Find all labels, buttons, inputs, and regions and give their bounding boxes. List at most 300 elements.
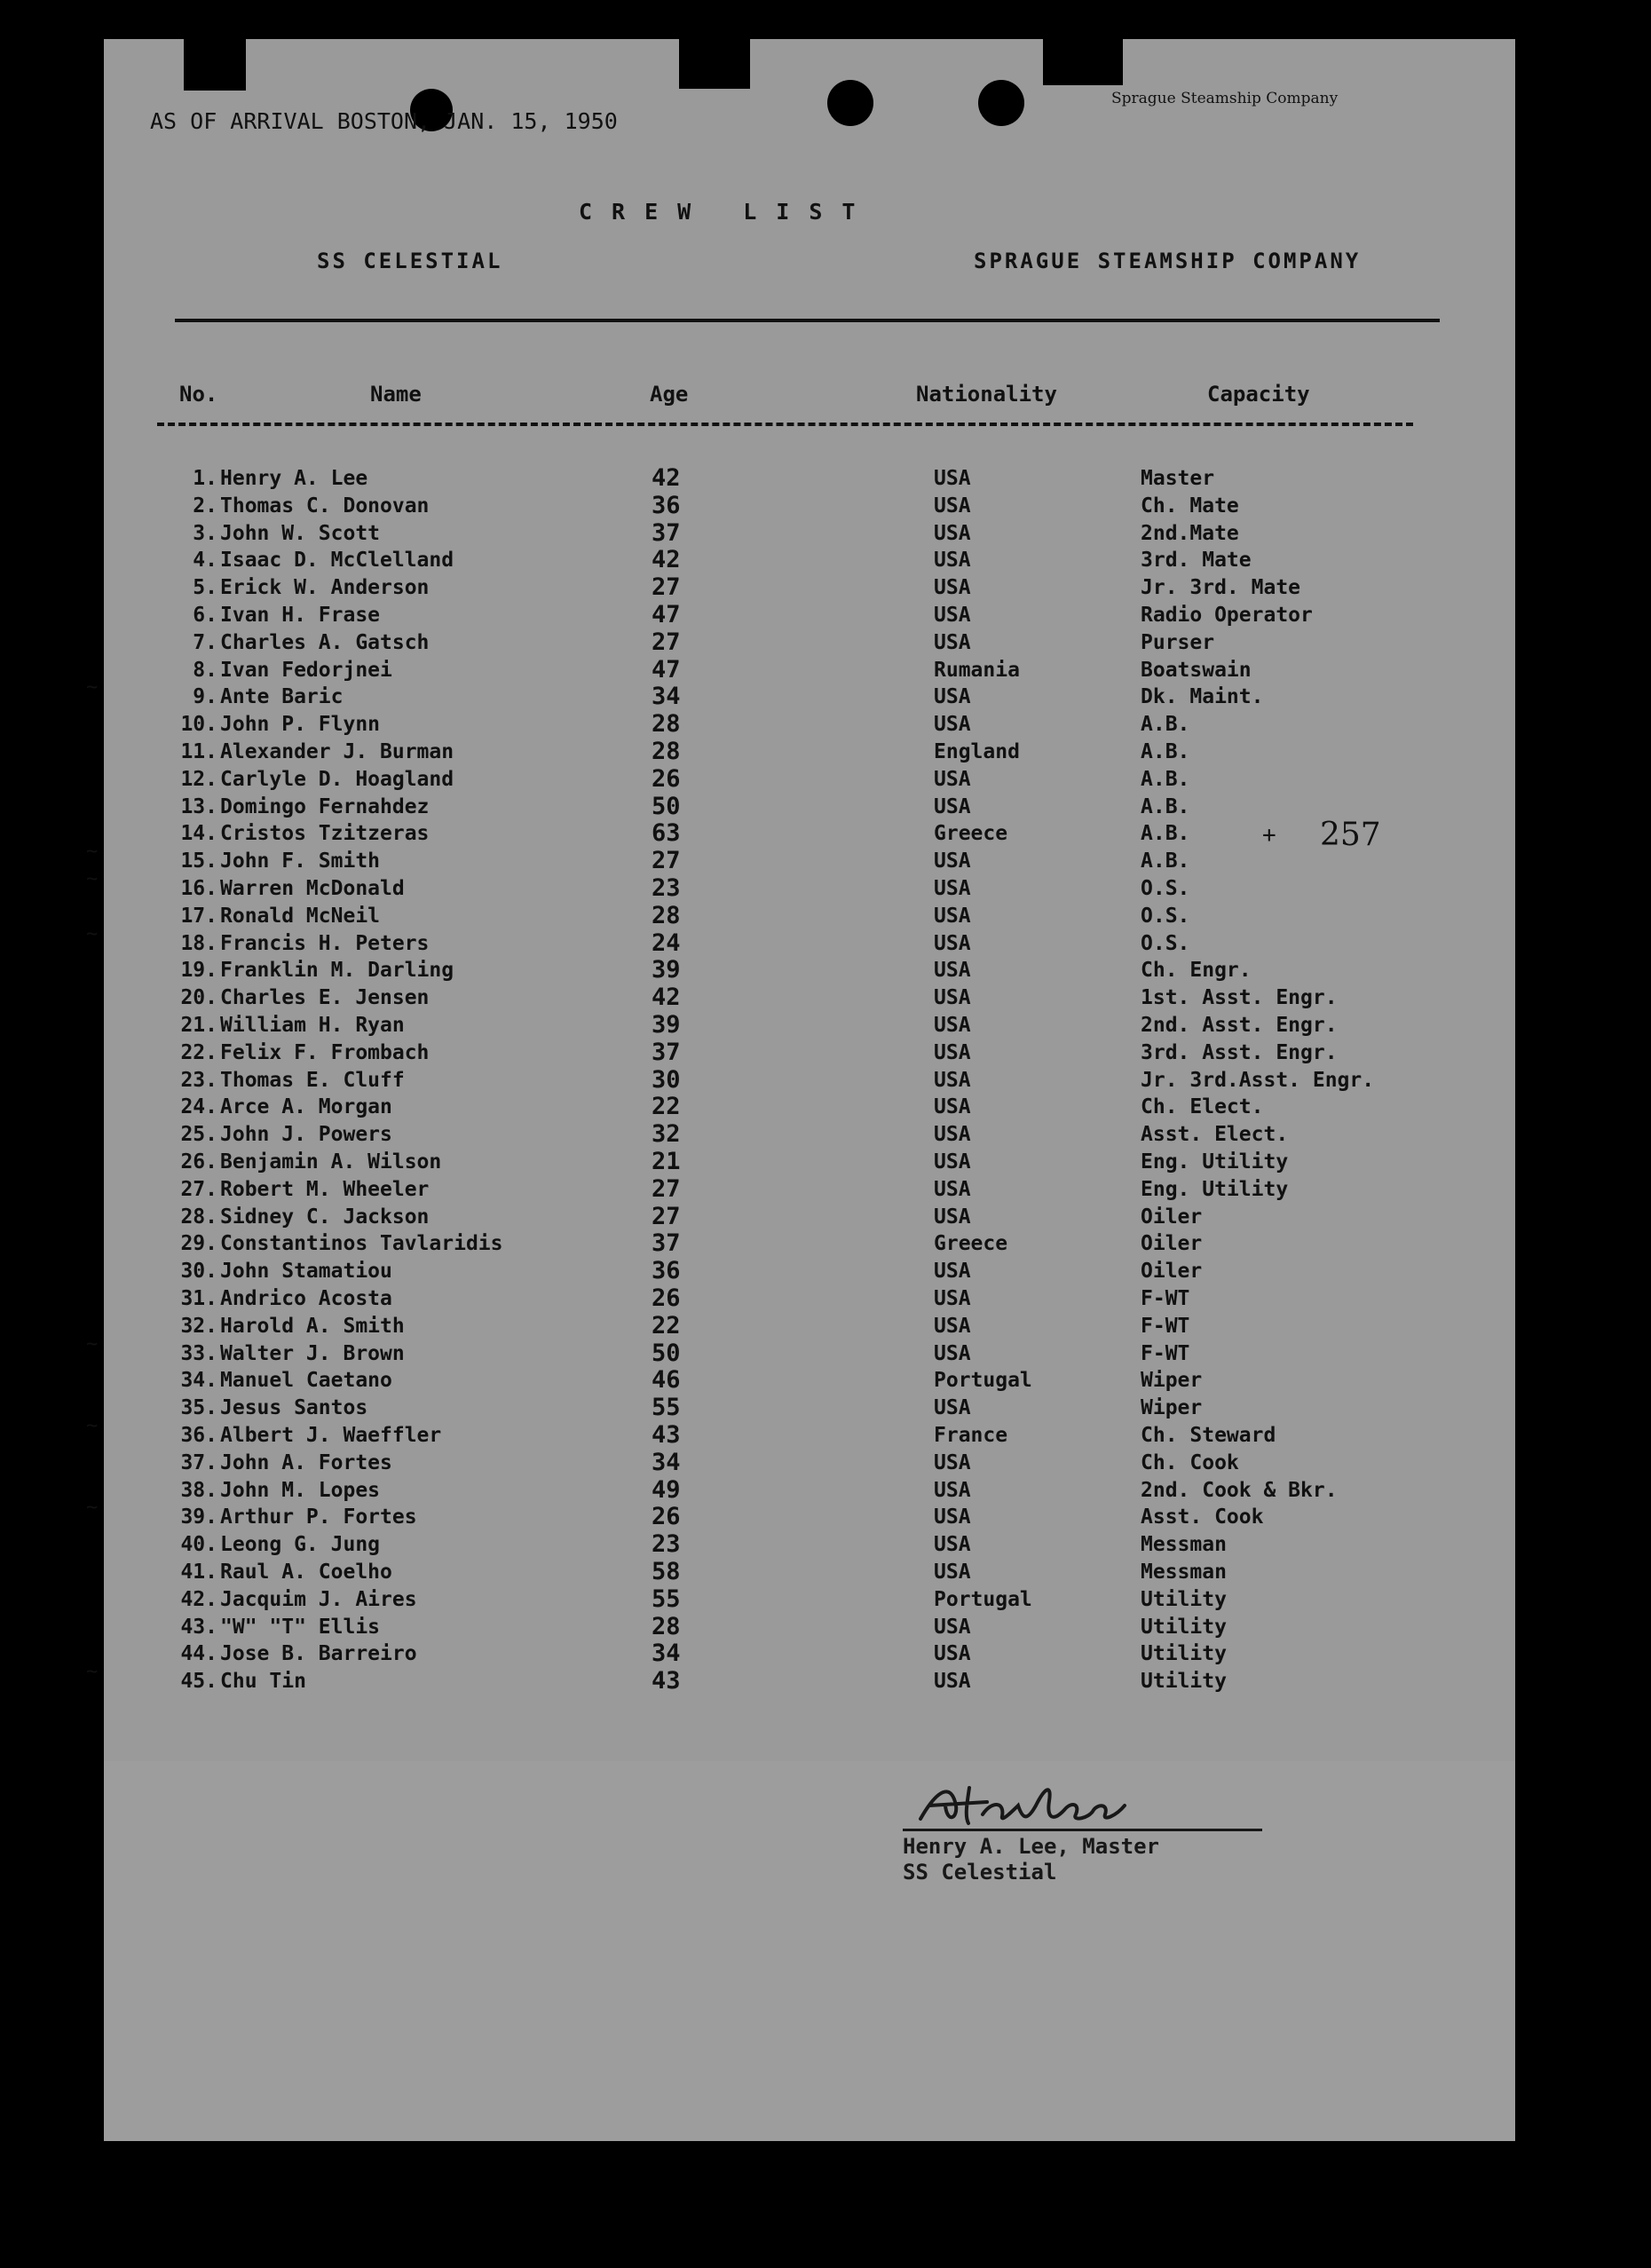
crew-age: 50	[652, 792, 681, 820]
crew-age: 55	[652, 1394, 681, 1422]
crew-nationality: USA	[934, 604, 971, 627]
crew-nationality: USA	[934, 494, 971, 518]
crew-name: Leong G. Jung	[220, 1533, 381, 1557]
crew-name: Charles A. Gatsch	[220, 630, 430, 654]
crew-nationality: USA	[934, 877, 971, 900]
crew-nationality: USA	[934, 549, 971, 573]
crew-name: Andrico Acosta	[220, 1287, 392, 1310]
crew-number: 16.	[180, 877, 217, 900]
crew-number: 8.	[193, 658, 217, 682]
crew-row	[104, 1149, 1515, 1175]
crew-number: 12.	[180, 767, 217, 791]
crew-capacity: 3rd. Asst. Engr.	[1141, 1040, 1338, 1064]
plus-mark: +	[1262, 822, 1276, 849]
crew-name: John A. Fortes	[220, 1450, 392, 1474]
crew-number: 26.	[180, 1150, 217, 1174]
crew-row	[104, 711, 1515, 738]
crew-age: 22	[652, 1093, 681, 1121]
crew-row	[86, 841, 1515, 875]
crew-row	[104, 574, 1515, 601]
crew-row	[104, 1176, 1515, 1203]
crew-nationality: Portugal	[934, 1587, 1032, 1611]
crew-capacity: Master	[1141, 467, 1215, 490]
crew-capacity: 2nd.Mate	[1141, 521, 1239, 545]
crew-nationality: USA	[934, 1670, 971, 1694]
crew-nationality: USA	[934, 986, 971, 1010]
crew-nationality: Greece	[934, 822, 1008, 846]
document-title: CREW LIST	[579, 199, 875, 225]
crew-capacity: Utility	[1141, 1670, 1227, 1694]
crew-age: 27	[652, 573, 681, 602]
crew-number: 24.	[180, 1095, 217, 1119]
crew-capacity: A.B.	[1141, 850, 1190, 873]
check-tick-mark: ~	[86, 922, 99, 945]
crew-number: 15.	[180, 850, 217, 873]
crew-nationality: USA	[934, 1040, 971, 1064]
crew-capacity: Radio Operator	[1141, 604, 1313, 627]
crew-name: Erick W. Anderson	[220, 576, 430, 600]
crew-capacity: Wiper	[1141, 1369, 1203, 1393]
crew-number: 7.	[193, 630, 217, 654]
crew-nationality: USA	[934, 794, 971, 818]
crew-name: Jesus Santos	[220, 1396, 368, 1420]
crew-nationality: USA	[934, 1396, 971, 1420]
crew-number: 39.	[180, 1505, 217, 1529]
crew-row	[104, 1230, 1515, 1257]
crew-capacity: O.S.	[1141, 931, 1190, 955]
crew-row	[104, 1012, 1515, 1039]
crew-capacity: Asst. Elect.	[1141, 1123, 1289, 1147]
punch-hole-left	[184, 39, 246, 91]
crew-row	[104, 1121, 1515, 1148]
crew-age: 47	[652, 655, 681, 684]
crew-nationality: Rumania	[934, 658, 1020, 682]
crew-capacity: O.S.	[1141, 904, 1190, 928]
crew-nationality: USA	[934, 1642, 971, 1666]
crew-name: Thomas E. Cluff	[220, 1068, 405, 1092]
crew-nationality: USA	[934, 1533, 971, 1557]
crew-row	[104, 1313, 1515, 1339]
crew-row	[86, 1497, 1515, 1531]
crew-nationality: USA	[934, 1561, 971, 1584]
crew-age: 37	[652, 518, 681, 547]
crew-row	[104, 1367, 1515, 1394]
column-header-capacity: Capacity	[1207, 382, 1310, 407]
crew-capacity: Jr. 3rd.Asst. Engr.	[1141, 1068, 1375, 1092]
crew-age: 23	[652, 874, 681, 902]
crew-capacity: Ch. Cook	[1141, 1450, 1239, 1474]
check-tick-mark: ~	[86, 841, 99, 864]
crew-age: 42	[652, 984, 681, 1012]
crew-number: 23.	[180, 1068, 217, 1092]
crew-number: 11.	[180, 740, 217, 763]
arrival-heading: AS OF ARRIVAL BOSTON, JAN. 15, 1950	[150, 108, 618, 134]
crew-age: 26	[652, 1503, 681, 1531]
crew-row	[104, 1477, 1515, 1504]
crew-name: Franklin M. Darling	[220, 959, 454, 983]
column-header-name: Name	[370, 382, 422, 407]
crew-capacity: F-WT	[1141, 1314, 1190, 1338]
crew-row	[104, 657, 1515, 684]
crew-name: Albert J. Waeffler	[220, 1424, 442, 1447]
crew-nationality: USA	[934, 576, 971, 600]
crew-name: Warren McDonald	[220, 877, 405, 900]
crew-capacity: 3rd. Mate	[1141, 549, 1252, 573]
crew-age: 63	[652, 819, 681, 848]
crew-age: 26	[652, 764, 681, 793]
company-stamp: Sprague Steamship Company	[1111, 90, 1339, 107]
crew-number: 17.	[180, 904, 217, 928]
crew-name: Chu Tin	[220, 1670, 306, 1694]
crew-age: 36	[652, 491, 681, 519]
crew-name: Domingo Fernahdez	[220, 794, 430, 818]
crew-name: William H. Ryan	[220, 1014, 405, 1037]
crew-row	[86, 1661, 1515, 1695]
crew-nationality: England	[934, 740, 1020, 763]
crew-nationality: Portugal	[934, 1369, 1032, 1393]
crew-row	[104, 794, 1515, 820]
crew-number: 34.	[180, 1369, 217, 1393]
crew-number: 9.	[193, 685, 217, 709]
crew-row	[104, 1258, 1515, 1284]
crew-capacity: Utility	[1141, 1587, 1227, 1611]
crew-number: 14.	[180, 822, 217, 846]
crew-number: 1.	[193, 467, 217, 490]
crew-number: 4.	[193, 549, 217, 573]
check-tick-mark: ~	[86, 1415, 99, 1437]
crew-number: 6.	[193, 604, 217, 627]
crew-capacity: 1st. Asst. Engr.	[1141, 986, 1338, 1010]
crew-row	[104, 1586, 1515, 1613]
crew-name: Jacquim J. Aires	[220, 1587, 417, 1611]
crew-number: 25.	[180, 1123, 217, 1147]
crew-row	[104, 1531, 1515, 1558]
crew-capacity: 2nd. Asst. Engr.	[1141, 1014, 1338, 1037]
header-rule	[175, 319, 1440, 322]
crew-age: 28	[652, 1612, 681, 1640]
crew-capacity: Utility	[1141, 1642, 1227, 1666]
crew-name: John W. Scott	[220, 521, 381, 545]
crew-row	[104, 1395, 1515, 1421]
punch-hole-center	[679, 39, 750, 89]
crew-number: 5.	[193, 576, 217, 600]
crew-name: John J. Powers	[220, 1123, 392, 1147]
crew-row	[104, 1067, 1515, 1094]
crew-age: 37	[652, 1038, 681, 1066]
crew-row	[104, 1640, 1515, 1667]
crew-age: 43	[652, 1667, 681, 1695]
crew-nationality: USA	[934, 1505, 971, 1529]
crew-name: Harold A. Smith	[220, 1314, 405, 1338]
crew-age: 47	[652, 601, 681, 628]
crew-number: 37.	[180, 1450, 217, 1474]
crew-row	[104, 1450, 1515, 1476]
crew-row	[86, 1332, 1515, 1367]
crew-capacity: Boatswain	[1141, 658, 1252, 682]
crew-number: 38.	[180, 1478, 217, 1502]
crew-row	[104, 465, 1515, 492]
crew-row	[104, 602, 1515, 628]
crew-nationality: USA	[934, 767, 971, 791]
crew-name: Walter J. Brown	[220, 1341, 405, 1365]
crew-row	[104, 547, 1515, 573]
crew-capacity: 2nd. Cook & Bkr.	[1141, 1478, 1338, 1502]
crew-row	[104, 1039, 1515, 1066]
crew-nationality: USA	[934, 1341, 971, 1365]
crew-number: 2.	[193, 494, 217, 518]
crew-age: 30	[652, 1065, 681, 1094]
crew-name: Francis H. Peters	[220, 931, 430, 955]
crew-name: Jose B. Barreiro	[220, 1642, 417, 1666]
crew-name: John Stamatiou	[220, 1260, 392, 1284]
column-header-no: No.	[179, 382, 218, 407]
crew-number: 41.	[180, 1561, 217, 1584]
crew-nationality: USA	[934, 850, 971, 873]
crew-capacity: Eng. Utility	[1141, 1150, 1289, 1174]
crew-number: 13.	[180, 794, 217, 818]
crew-nationality: USA	[934, 1123, 971, 1147]
check-tick-mark: ~	[86, 1497, 99, 1520]
crew-row	[104, 520, 1515, 547]
crew-capacity: Wiper	[1141, 1396, 1203, 1420]
crew-capacity: Ch. Steward	[1141, 1424, 1276, 1447]
crew-capacity: Ch. Engr.	[1141, 959, 1252, 983]
signature-line	[903, 1829, 1262, 1831]
crew-capacity: Utility	[1141, 1615, 1227, 1639]
crew-capacity: Messman	[1141, 1533, 1227, 1557]
crew-name: Charles E. Jensen	[220, 986, 430, 1010]
crew-age: 22	[652, 1311, 681, 1339]
crew-number: 32.	[180, 1314, 217, 1338]
crew-name: Robert M. Wheeler	[220, 1177, 430, 1201]
crew-age: 55	[652, 1584, 681, 1613]
crew-number: 3.	[193, 521, 217, 545]
signatory-name: Henry A. Lee, Master	[903, 1834, 1159, 1859]
crew-name: John P. Flynn	[220, 713, 381, 737]
crew-nationality: USA	[934, 1287, 971, 1310]
crew-age: 42	[652, 546, 681, 574]
crew-row	[104, 493, 1515, 519]
crew-nationality: USA	[934, 630, 971, 654]
crew-name: Felix F. Frombach	[220, 1040, 430, 1064]
crew-row	[104, 903, 1515, 929]
crew-age: 39	[652, 956, 681, 984]
crew-number: 36.	[180, 1424, 217, 1447]
crew-nationality: USA	[934, 685, 971, 709]
crew-nationality: USA	[934, 521, 971, 545]
crew-row	[104, 820, 1515, 847]
crew-row	[86, 676, 1515, 711]
crew-row	[86, 868, 1515, 902]
crew-number: 40.	[180, 1533, 217, 1557]
punch-hole-round-2	[827, 80, 873, 126]
crew-name: John M. Lopes	[220, 1478, 381, 1502]
crew-row	[86, 1415, 1515, 1449]
crew-number: 43.	[180, 1615, 217, 1639]
crew-nationality: USA	[934, 1478, 971, 1502]
page-number: 257	[1320, 817, 1381, 853]
crew-name: Sidney C. Jackson	[220, 1205, 430, 1229]
crew-age: 49	[652, 1475, 681, 1504]
crew-name: Raul A. Coelho	[220, 1561, 392, 1584]
crew-number: 30.	[180, 1260, 217, 1284]
crew-list-document	[86, 39, 1515, 2141]
crew-name: Constantinos Tavlaridis	[220, 1232, 503, 1256]
company-name: SPRAGUE STEAMSHIP COMPANY	[974, 249, 1362, 273]
crew-age: 27	[652, 628, 681, 656]
crew-number: 20.	[180, 986, 217, 1010]
crew-row	[104, 1614, 1515, 1640]
crew-capacity: Asst. Cook	[1141, 1505, 1264, 1529]
crew-age: 26	[652, 1284, 681, 1312]
crew-number: 10.	[180, 713, 217, 737]
crew-nationality: USA	[934, 1615, 971, 1639]
column-header-nationality: Nationality	[916, 382, 1057, 407]
crew-nationality: USA	[934, 1095, 971, 1119]
crew-name: Ronald McNeil	[220, 904, 381, 928]
crew-number: 18.	[180, 931, 217, 955]
punch-hole-round-3	[978, 80, 1024, 126]
check-tick-mark: ~	[86, 676, 99, 699]
check-tick-mark: ~	[86, 1332, 99, 1355]
crew-age: 58	[652, 1558, 681, 1585]
crew-age: 39	[652, 1011, 681, 1039]
crew-age: 50	[652, 1339, 681, 1367]
crew-age: 34	[652, 1640, 681, 1668]
crew-capacity: A.B.	[1141, 713, 1190, 737]
crew-row	[104, 1204, 1515, 1230]
crew-nationality: USA	[934, 1068, 971, 1092]
crew-age: 27	[652, 1174, 681, 1203]
crew-nationality: USA	[934, 931, 971, 955]
crew-age: 27	[652, 1202, 681, 1230]
ship-name: SS CELESTIAL	[317, 249, 503, 273]
crew-name: Thomas C. Donovan	[220, 494, 430, 518]
crew-number: 35.	[180, 1396, 217, 1420]
crew-nationality: France	[934, 1424, 1008, 1447]
crew-number: 31.	[180, 1287, 217, 1310]
crew-number: 33.	[180, 1341, 217, 1365]
crew-number: 21.	[180, 1014, 217, 1037]
crew-name: "W" "T" Ellis	[220, 1615, 381, 1639]
crew-age: 24	[652, 929, 681, 957]
crew-capacity: Oiler	[1141, 1260, 1203, 1284]
crew-capacity: A.B.	[1141, 794, 1190, 818]
crew-capacity: Oiler	[1141, 1232, 1203, 1256]
crew-row	[104, 629, 1515, 656]
crew-age: 32	[652, 1120, 681, 1149]
crew-nationality: USA	[934, 1260, 971, 1284]
crew-age: 36	[652, 1257, 681, 1285]
crew-row	[86, 922, 1515, 957]
crew-age: 28	[652, 738, 681, 765]
crew-name: Benjamin A. Wilson	[220, 1150, 442, 1174]
crew-nationality: USA	[934, 959, 971, 983]
crew-name: Henry A. Lee	[220, 467, 368, 490]
crew-name: Alexander J. Burman	[220, 740, 454, 763]
crew-name: Isaac D. McClelland	[220, 549, 454, 573]
crew-nationality: USA	[934, 1314, 971, 1338]
crew-name: Manuel Caetano	[220, 1369, 392, 1393]
crew-age: 34	[652, 1448, 681, 1476]
crew-number: 42.	[180, 1587, 217, 1611]
crew-capacity: A.B.	[1141, 822, 1190, 846]
crew-nationality: USA	[934, 904, 971, 928]
column-header-age: Age	[650, 382, 689, 407]
check-tick-mark: ~	[86, 1661, 99, 1684]
crew-age: 46	[652, 1366, 681, 1395]
crew-capacity: A.B.	[1141, 767, 1190, 791]
crew-capacity: F-WT	[1141, 1287, 1190, 1310]
crew-capacity: O.S.	[1141, 877, 1190, 900]
crew-name: Arce A. Morgan	[220, 1095, 392, 1119]
crew-nationality: USA	[934, 1177, 971, 1201]
crew-age: 28	[652, 901, 681, 929]
crew-capacity: Oiler	[1141, 1205, 1203, 1229]
handwritten-signature	[903, 1779, 1276, 1832]
crew-row	[104, 1094, 1515, 1120]
crew-number: 28.	[180, 1205, 217, 1229]
crew-name: Ivan H. Frase	[220, 604, 381, 627]
crew-nationality: USA	[934, 1150, 971, 1174]
crew-capacity: Jr. 3rd. Mate	[1141, 576, 1301, 600]
column-header-rule	[157, 423, 1413, 426]
crew-nationality: USA	[934, 1450, 971, 1474]
crew-capacity: F-WT	[1141, 1341, 1190, 1365]
crew-age: 23	[652, 1530, 681, 1559]
crew-row	[104, 739, 1515, 765]
crew-capacity: Purser	[1141, 630, 1215, 654]
crew-number: 29.	[180, 1232, 217, 1256]
crew-age: 27	[652, 847, 681, 875]
crew-age: 42	[652, 464, 681, 492]
crew-capacity: A.B.	[1141, 740, 1190, 763]
crew-number: 27.	[180, 1177, 217, 1201]
punch-hole-right	[1043, 39, 1123, 85]
crew-nationality: USA	[934, 713, 971, 737]
crew-nationality: Greece	[934, 1232, 1008, 1256]
crew-name: Carlyle D. Hoagland	[220, 767, 454, 791]
crew-number: 44.	[180, 1642, 217, 1666]
crew-capacity: Ch. Mate	[1141, 494, 1239, 518]
crew-capacity: Dk. Maint.	[1141, 685, 1264, 709]
crew-row	[104, 766, 1515, 793]
check-tick-mark: ~	[86, 868, 99, 890]
crew-age: 21	[652, 1148, 681, 1175]
crew-nationality: USA	[934, 467, 971, 490]
crew-name: Cristos Tzitzeras	[220, 822, 430, 846]
crew-age: 34	[652, 683, 681, 711]
crew-nationality: USA	[934, 1014, 971, 1037]
crew-row	[104, 984, 1515, 1011]
crew-row	[104, 1285, 1515, 1312]
crew-number: 19.	[180, 959, 217, 983]
crew-number: 45.	[180, 1670, 217, 1694]
crew-age: 37	[652, 1229, 681, 1258]
crew-row	[104, 957, 1515, 984]
crew-capacity: Ch. Elect.	[1141, 1095, 1264, 1119]
crew-age: 43	[652, 1421, 681, 1449]
crew-name: Ivan Fedorjnei	[220, 658, 392, 682]
crew-nationality: USA	[934, 1205, 971, 1229]
crew-capacity: Eng. Utility	[1141, 1177, 1289, 1201]
crew-row	[104, 1559, 1515, 1585]
crew-name: Arthur P. Fortes	[220, 1505, 417, 1529]
crew-number: 22.	[180, 1040, 217, 1064]
crew-capacity: Messman	[1141, 1561, 1227, 1584]
crew-age: 28	[652, 710, 681, 739]
crew-name: Ante Baric	[220, 685, 344, 709]
